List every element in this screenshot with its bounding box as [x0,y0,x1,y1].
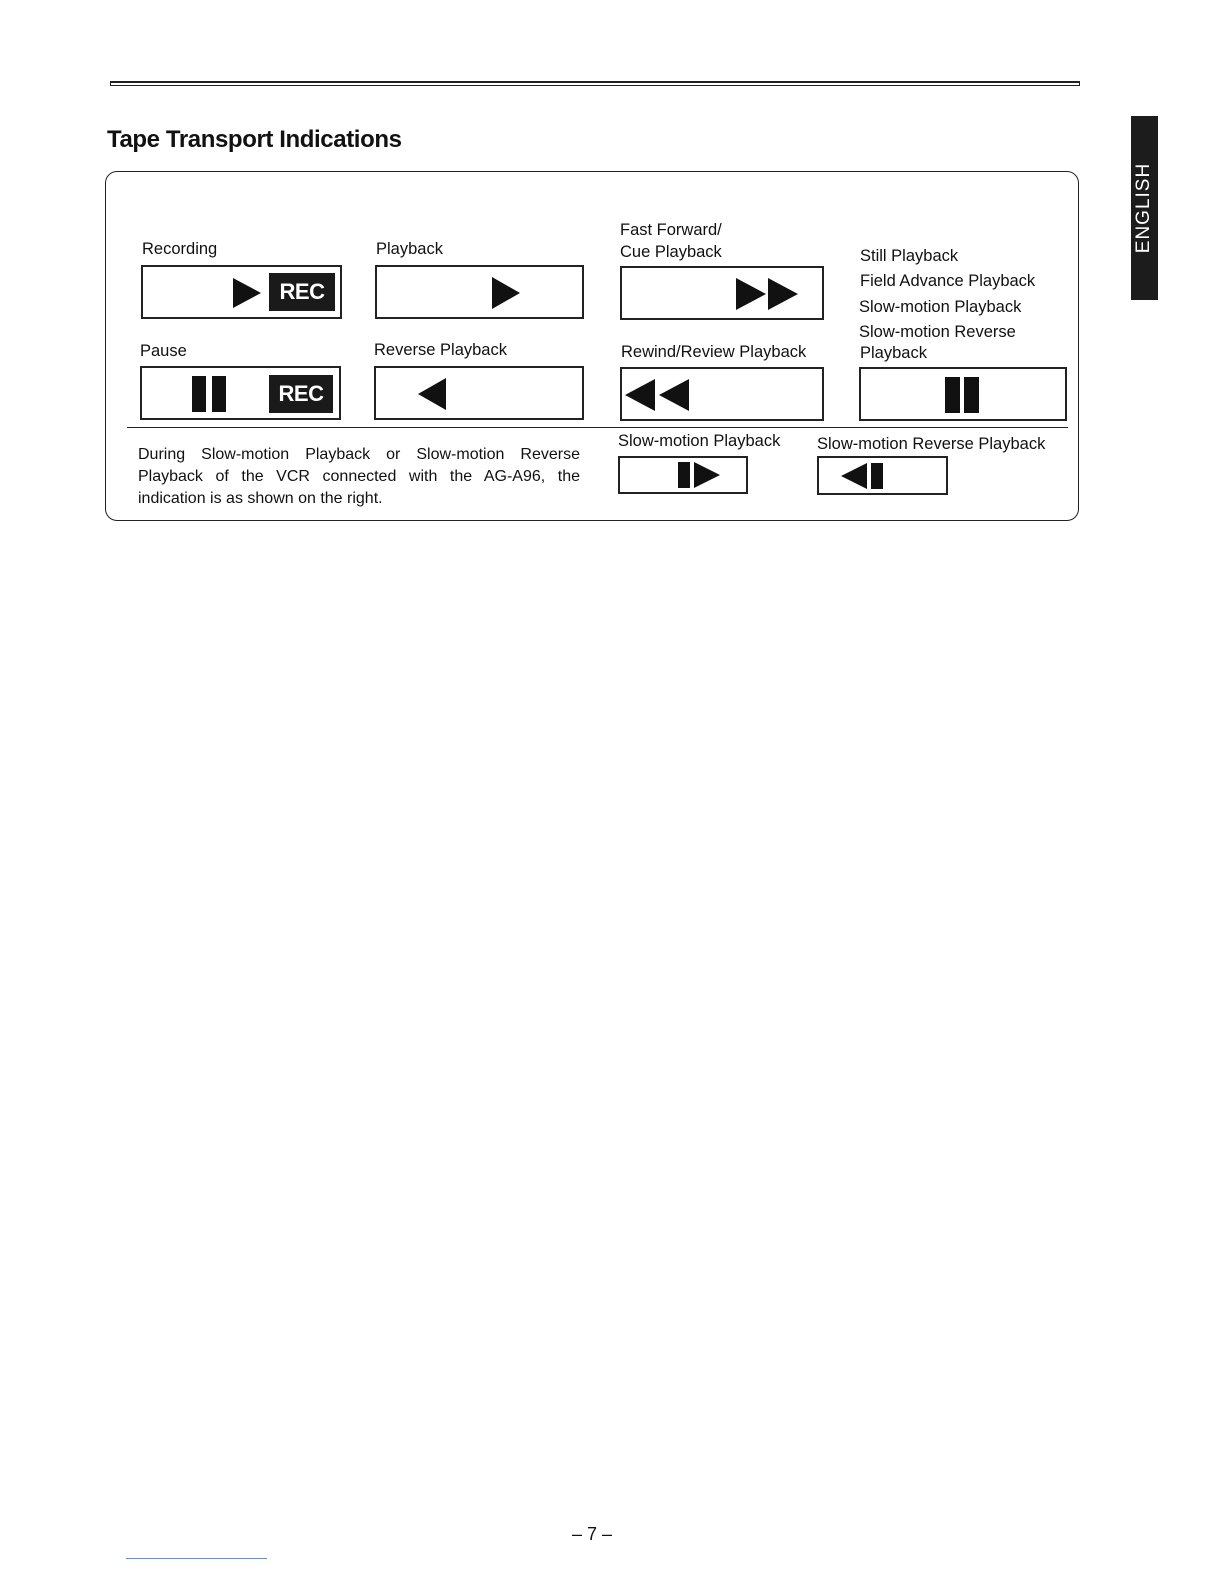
rewind-display [620,367,824,421]
play-triangle-icon [492,277,520,309]
fast-forward-label-line2: Cue Playback [620,243,722,261]
field-advance-label: Field Advance Playback [860,272,1036,290]
playback-label: Playback [376,240,443,258]
slow-forward-display [618,456,748,494]
slow-motion-reverse-label-cont: Playback [860,344,927,362]
language-tab [1131,116,1158,300]
reverse-playback-display [374,366,584,420]
top-rule [110,81,1080,86]
slow-reverse-display [817,456,948,495]
section-divider [127,427,1068,428]
page-title: Tape Transport Indications [107,126,402,153]
reverse-triangle-icon [418,378,446,410]
slow-motion-note: During Slow-motion Playback or Slow-motion Reverse Playback of the VCR connected with the AG-A96, the indication is as shown on the right. [138,446,580,507]
language-tab-label: ENGLISH [1133,162,1155,254]
slow-reverse-icon [841,463,883,489]
fast-forward-label-line1: Fast Forward/ [620,221,722,239]
rec-badge: REC [269,375,333,413]
play-triangle-icon [233,278,261,308]
playback-display [375,265,584,319]
rewind-icon [625,379,689,411]
fast-forward-display [620,266,824,320]
fast-forward-icon [736,278,798,310]
recording-display [141,265,342,319]
reverse-playback-label: Reverse Playback [374,341,507,359]
still-pause-icon [945,377,981,413]
page-number: – 7 – [572,1524,613,1544]
recording-label: Recording [142,240,218,258]
slow-motion-playback-label: Slow-motion Playback [859,298,1022,316]
pause-icon [192,376,228,412]
still-display [859,367,1067,421]
rewind-label: Rewind/Review Playback [621,343,807,361]
still-playback-label: Still Playback [860,247,959,265]
pause-label: Pause [140,342,187,360]
slow-forward-label: Slow-motion Playback [618,432,781,450]
footer-rule [126,1558,267,1559]
pause-display [140,366,341,420]
slow-forward-icon [678,462,720,488]
slow-reverse-label: Slow-motion Reverse Playback [817,435,1046,453]
rec-badge: REC [269,273,335,311]
slow-motion-reverse-label: Slow-motion Reverse [859,323,1016,341]
